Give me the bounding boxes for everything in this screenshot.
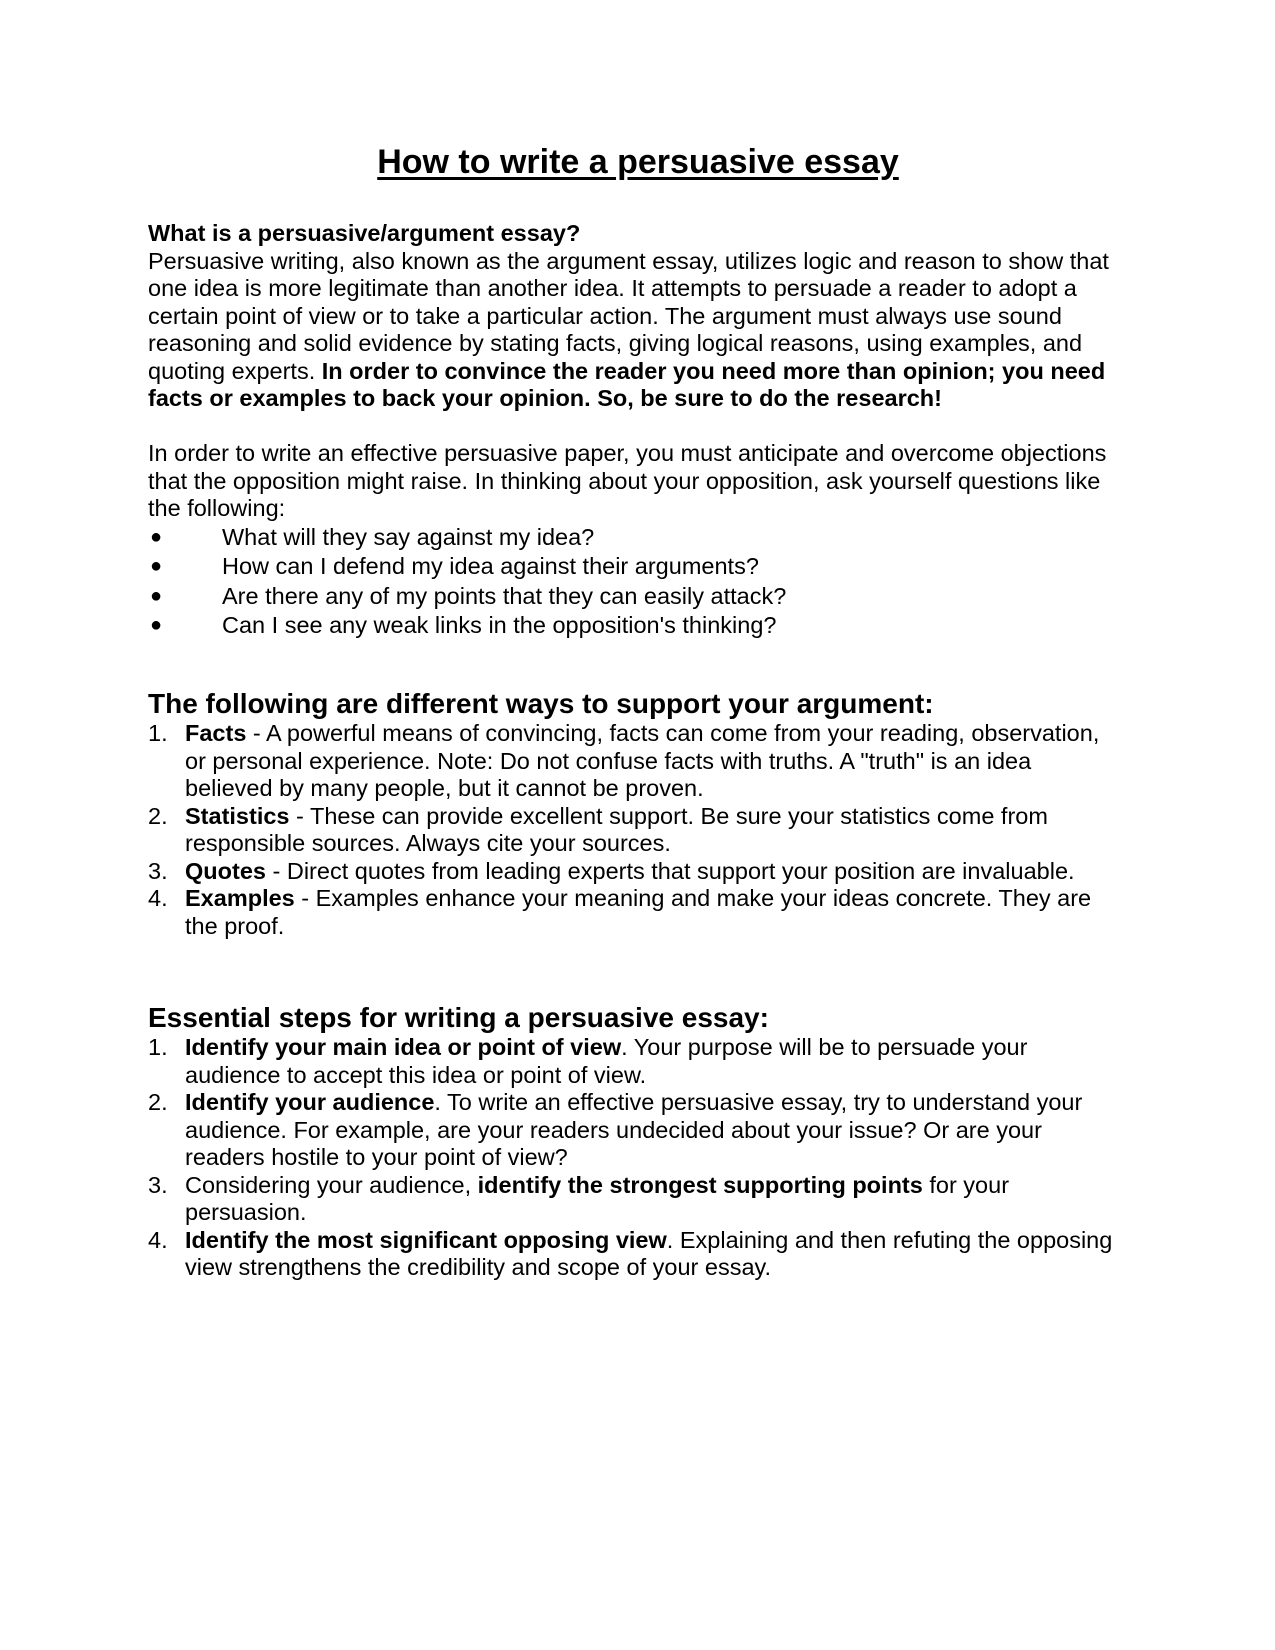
- list-item-term: Identify your main idea or point of view: [185, 1034, 622, 1060]
- list-item-text: How can I defend my idea against their arguments?: [222, 553, 759, 579]
- intro-section: [148, 220, 1123, 641]
- list-item: [148, 858, 1123, 886]
- list-item: [148, 1172, 1123, 1227]
- essay-steps-list: [148, 1034, 1123, 1282]
- list-item-text: . To write an effective persuasive essay, try to understand your audience. For example, are your readers undecided about your issue? Or are your readers hostile to your point of view?: [185, 1089, 1083, 1170]
- intro-paragraph-1-text: Persuasive writing, also known as the argument essay, utilizes logic and reason to show that one idea is more legitimate than another idea. It attempts to persuade a reader to adopt a certain point of view or to take a particular action. The argument must always use sound reasoning and solid evidence by stating facts, giving logical reasons, using examples, and quoting experts.: [148, 247, 1109, 384]
- document-title: How to write a persuasive essay: [377, 143, 899, 181]
- support-section-heading: The following are different ways to support your argument:: [148, 688, 934, 719]
- steps-section-heading: Essential steps for writing a persuasive essay:: [148, 1002, 769, 1033]
- bullet-icon: ●: [150, 614, 163, 636]
- bullet-icon: ●: [150, 555, 163, 577]
- list-item: [148, 1034, 1123, 1089]
- list-item-number: 4.: [148, 885, 168, 911]
- bullet-icon: ●: [150, 584, 163, 607]
- support-section: [148, 688, 1123, 940]
- intro-paragraph-1: [148, 248, 1123, 413]
- list-item: [148, 1089, 1123, 1172]
- list-item-term: Identify your audience: [185, 1089, 435, 1115]
- list-item-text: for your persuasion.: [185, 1171, 1010, 1225]
- paragraph-spacer: [148, 413, 1123, 441]
- list-item-text: Are there any of my points that they can easily attack?: [222, 582, 787, 609]
- list-item-term: Statistics: [185, 802, 290, 829]
- list-item-number: 1.: [148, 720, 168, 746]
- list-item-term: Identify the most significant opposing view: [185, 1226, 667, 1253]
- list-item-number: 2.: [148, 1089, 168, 1115]
- list-item-text: . Your purpose will be to persuade your audience to accept this idea or point of view.: [185, 1034, 1028, 1088]
- list-item-text: - A powerful means of convincing, facts can come from your reading, observation, or personal experience. Note: Do not confuse facts with truths. A "truth" is an idea believed by many people, but it cannot be proven.: [185, 720, 1100, 801]
- list-item-number: 3.: [148, 1171, 168, 1198]
- list-item: [148, 1227, 1123, 1282]
- list-item-term: Quotes: [185, 857, 266, 884]
- list-item-text: - These can provide excellent support. Be sure your statistics come from responsible sources. Always cite your sources.: [185, 802, 1048, 856]
- list-item-text: - Direct quotes from leading experts that support your position are invaluable.: [265, 857, 1075, 884]
- bullet-icon: ●: [150, 525, 163, 548]
- list-item-number: 4.: [148, 1226, 168, 1253]
- list-item-text: What will they say against my idea?: [222, 523, 595, 550]
- list-item-term: Examples: [185, 885, 295, 911]
- intro-paragraph-1-emphasis: In order to convince the reader you need more than opinion; you need facts or examples to back your opinion. So, be sure to do the research!: [148, 357, 1106, 411]
- support-methods-list: [148, 720, 1123, 940]
- list-item-text: . Explaining and then refuting the opposing view strengthens the credibility and scope of your essay.: [185, 1226, 1113, 1280]
- list-item: [148, 552, 1123, 582]
- steps-section: [148, 1002, 1123, 1282]
- list-item-number: 2.: [148, 802, 168, 829]
- list-item-term: identify the strongest supporting points: [477, 1171, 923, 1198]
- list-item-number: 3.: [148, 857, 168, 884]
- list-item-lead: Considering your audience,: [185, 1171, 478, 1198]
- list-item: [148, 611, 1123, 641]
- opposition-questions-list: [148, 523, 1123, 641]
- list-item: [148, 523, 1123, 553]
- list-item-text: - Examples enhance your meaning and make your ideas concrete. They are the proof.: [185, 885, 1092, 939]
- list-item-number: 1.: [148, 1034, 168, 1060]
- list-item-text: Can I see any weak links in the opposition's thinking?: [222, 612, 777, 638]
- list-item: [148, 582, 1123, 612]
- list-item: [148, 720, 1123, 803]
- list-item: [148, 803, 1123, 858]
- list-item: [148, 885, 1123, 940]
- intro-question-heading: What is a persuasive/argument essay?: [148, 220, 581, 246]
- list-item-term: Facts: [185, 720, 247, 746]
- intro-paragraph-2: In order to write an effective persuasive paper, you must anticipate and overcome objections that the opposition might raise. In thinking about your opposition, ask yourself questions like the following:: [148, 440, 1107, 521]
